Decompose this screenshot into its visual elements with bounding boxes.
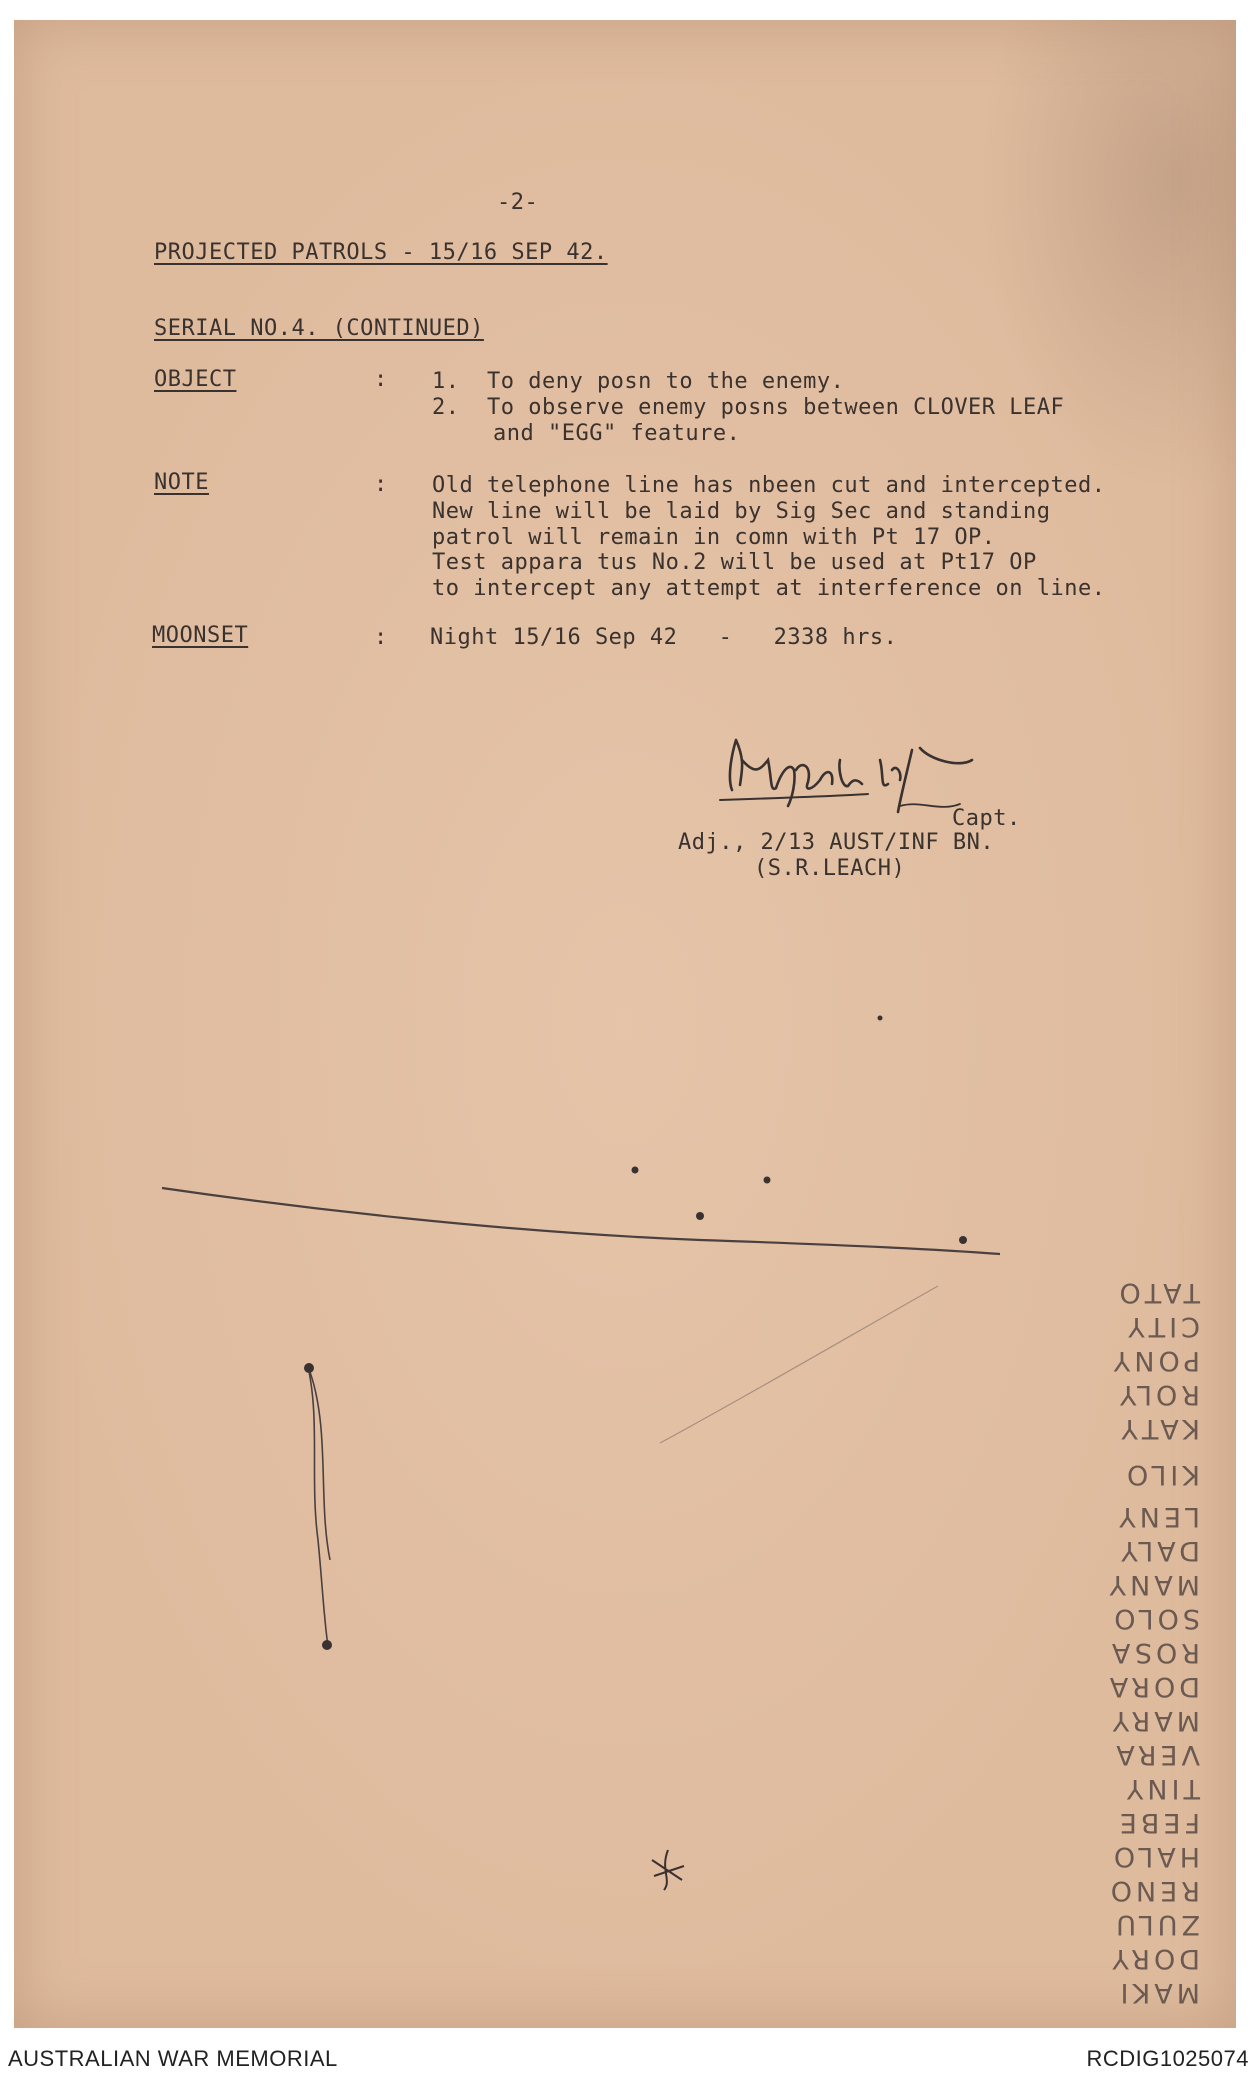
pencil-dot (878, 1016, 883, 1021)
note-line: Test appara tus No.2 will be used at Pt17 OP (432, 550, 1037, 575)
note-line: New line will be laid by Sig Sec and standing (432, 499, 1051, 524)
pencil-word: VERA (1112, 1739, 1200, 1770)
pencil-dot (764, 1177, 771, 1184)
pencil-word: KILO (1122, 1459, 1200, 1490)
pencil-word: HALO (1109, 1841, 1200, 1872)
footer-record-id: RCDIG1025074 (1086, 2046, 1249, 2071)
note-colon: : (374, 472, 388, 497)
note-label: NOTE (154, 470, 209, 495)
pencil-word: DALY (1117, 1535, 1200, 1566)
pencil-word: TATO (1115, 1277, 1200, 1308)
pencil-word: SOLO (1110, 1603, 1200, 1634)
object-line-2: 2. To observe enemy posns between CLOVER LEAF (432, 395, 1065, 420)
pencil-word: DORA (1105, 1671, 1200, 1702)
pencil-dot (632, 1167, 639, 1174)
pencil-word: ROSA (1107, 1637, 1200, 1668)
note-line: Old telephone line has nbeen cut and intercepted. (432, 473, 1106, 498)
pencil-word: MANY (1105, 1569, 1200, 1600)
pencil-word: RENO (1106, 1875, 1200, 1906)
pencil-word: ZULU (1112, 1909, 1200, 1940)
pencil-word: LENY (1115, 1501, 1200, 1532)
signature-scribble (720, 740, 972, 812)
pencil-dot (696, 1212, 704, 1220)
pencil-word: DORY (1108, 1943, 1200, 1974)
note-line: patrol will remain in comn with Pt 17 OP. (432, 525, 996, 550)
pencil-line-vertical (308, 1367, 330, 1646)
moonset-label: MOONSET (152, 623, 249, 648)
object-colon: : (374, 367, 388, 392)
signature-appointment: Adj., 2/13 AUST/INF BN. (678, 830, 995, 855)
page-number: -2- (497, 190, 539, 215)
moonset-colon: : (374, 625, 388, 650)
pencil-dot (322, 1640, 332, 1650)
pencil-word: TINY (1122, 1773, 1200, 1804)
pencil-word: PONY (1109, 1345, 1200, 1376)
pencil-line-faint (660, 1286, 938, 1443)
pencil-word: KATY (1117, 1413, 1200, 1444)
pencil-word: CITY (1124, 1311, 1200, 1342)
pencil-word: FEBE (1115, 1807, 1200, 1838)
pencil-word: MAKI (1116, 1977, 1200, 2008)
serial-heading: SERIAL NO.4. (CONTINUED) (154, 316, 484, 341)
pencil-line-horizontal (162, 1188, 1000, 1254)
document-heading: PROJECTED PATROLS - 15/16 SEP 42. (154, 240, 608, 265)
pencil-dot (304, 1363, 314, 1373)
signature-rank: Capt. (952, 806, 1021, 831)
signature-name: (S.R.LEACH) (754, 856, 906, 881)
object-line-3: and "EGG" feature. (493, 421, 741, 446)
footer-institution: AUSTRALIAN WAR MEMORIAL (8, 2046, 338, 2071)
object-label: OBJECT (154, 367, 237, 392)
pencil-word: ROLY (1116, 1379, 1200, 1410)
pencil-word: MARY (1108, 1705, 1200, 1736)
note-line: to intercept any attempt at interference on line. (432, 576, 1106, 601)
pencil-cross-mark (652, 1850, 684, 1890)
moonset-text: Night 15/16 Sep 42 - 2338 hrs. (430, 625, 898, 650)
object-line-1: 1. To deny posn to the enemy. (432, 369, 845, 394)
pencil-dot (959, 1236, 967, 1244)
